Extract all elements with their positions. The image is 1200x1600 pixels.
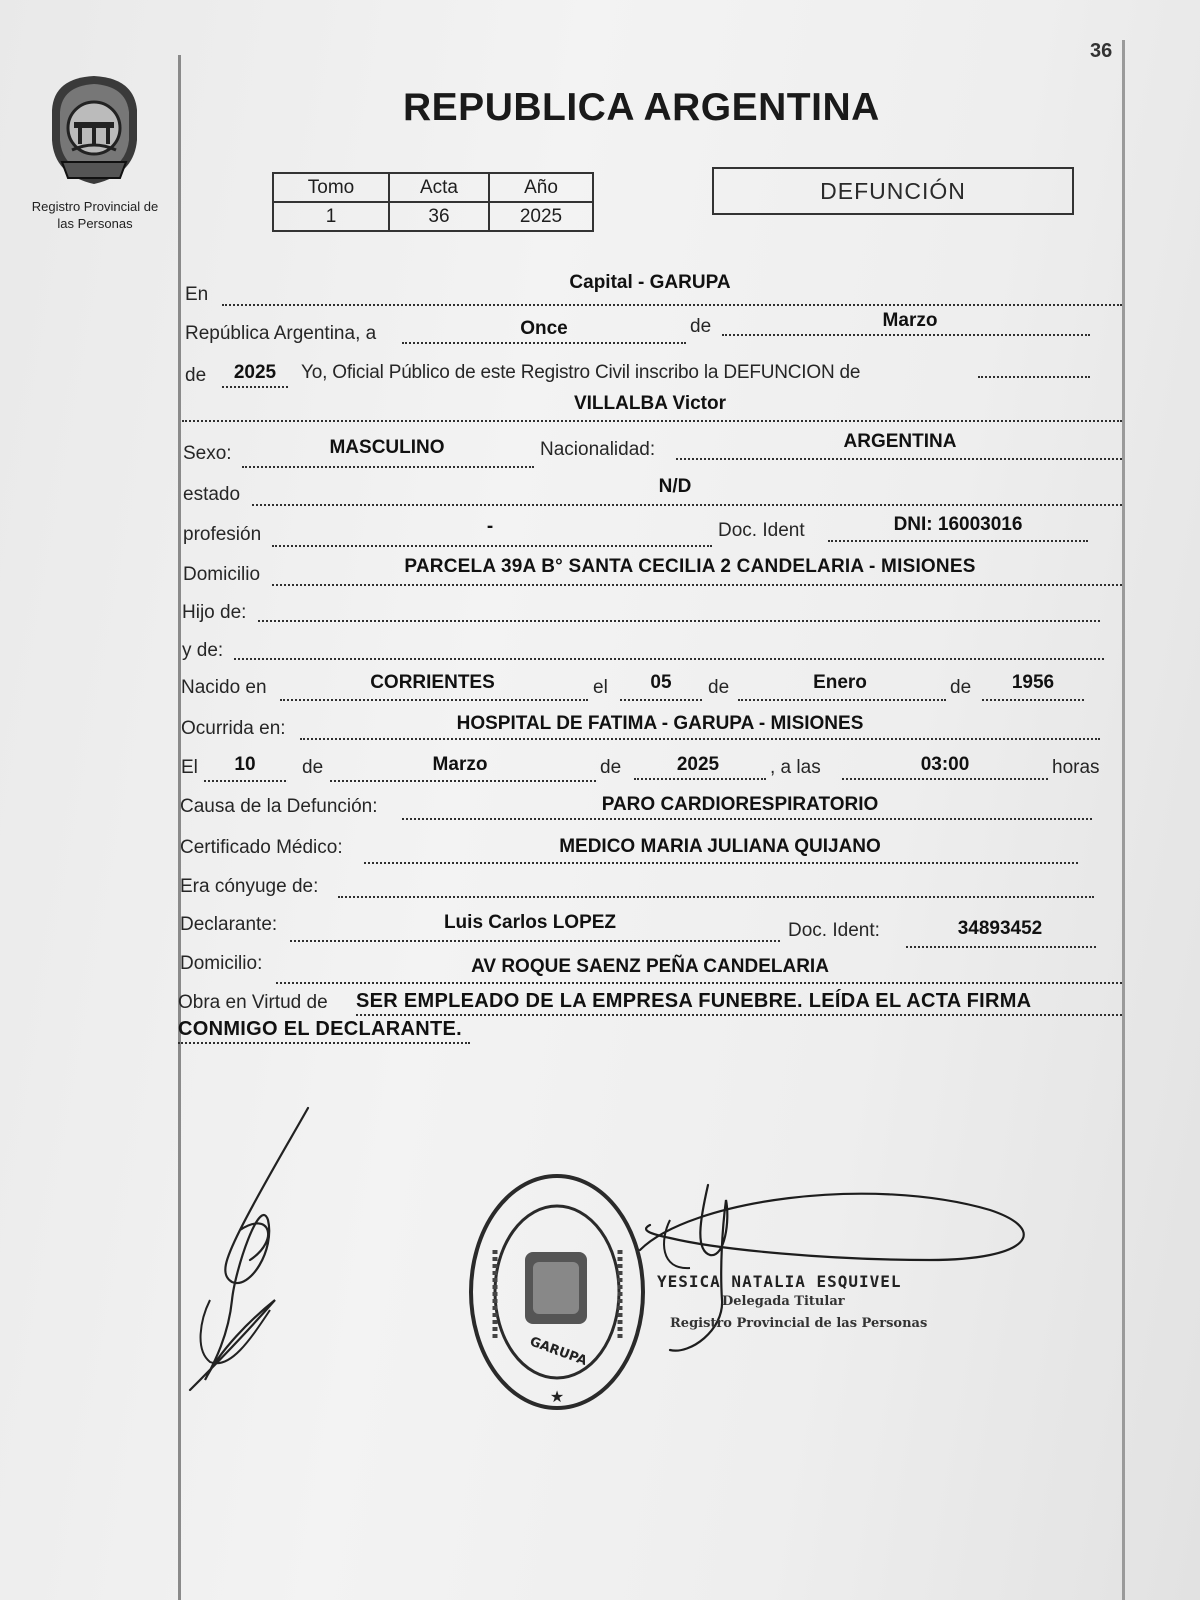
causa-label: Causa de la Defunción: bbox=[180, 796, 378, 817]
nac-dia-value: 05 bbox=[650, 672, 672, 693]
el2-label: El bbox=[181, 757, 198, 778]
el-label: el bbox=[593, 677, 608, 698]
def-dia-value: 10 bbox=[234, 754, 256, 775]
acta-header: Acta bbox=[389, 173, 489, 202]
def-de-label: de bbox=[302, 757, 324, 778]
causa-value: PARO CARDIORESPIRATORIO bbox=[601, 794, 879, 815]
profesion-value: - bbox=[486, 516, 494, 537]
nac-mes-value: Enero bbox=[813, 672, 867, 693]
def-mes-line bbox=[330, 780, 596, 782]
en-line bbox=[222, 304, 1122, 306]
de-label: de bbox=[690, 316, 712, 337]
causa-line bbox=[402, 818, 1092, 820]
mes-line bbox=[722, 334, 1090, 336]
nacido-label: Nacido en bbox=[181, 677, 267, 698]
page-title: REPUBLICA ARGENTINA bbox=[403, 86, 880, 129]
officer-org: Registro Provincial de las Personas bbox=[670, 1316, 928, 1331]
hijo-label: Hijo de: bbox=[182, 602, 247, 623]
nac-anio-line bbox=[982, 699, 1084, 701]
decl-doc-value: 34893452 bbox=[957, 918, 1043, 939]
decl-dom-value: AV ROQUE SAENZ PEÑA CANDELARIA bbox=[471, 956, 829, 977]
en-label: En bbox=[185, 284, 209, 305]
nombre-line bbox=[182, 420, 1122, 422]
official-seal-icon bbox=[465, 1170, 650, 1415]
anio-line bbox=[222, 386, 288, 388]
certificado-line bbox=[364, 862, 1078, 864]
domicilio-label: Domicilio bbox=[183, 564, 261, 585]
svg-text:★: ★ bbox=[549, 1389, 565, 1406]
dia-letras-value: Once bbox=[520, 318, 568, 339]
nombre-value: VILLALBA Victor bbox=[573, 393, 726, 414]
svg-text:GARUPA: GARUPA bbox=[527, 1334, 589, 1369]
nacido-line bbox=[280, 699, 588, 701]
def-anio-value: 2025 bbox=[676, 754, 720, 775]
horas-label: horas bbox=[1052, 757, 1100, 778]
hijo-line bbox=[258, 620, 1100, 622]
decl-dom-label: Domicilio: bbox=[180, 953, 263, 974]
nac-mes-line bbox=[738, 699, 946, 701]
estado-line bbox=[252, 504, 1122, 506]
def-mes-value: Marzo bbox=[432, 754, 488, 775]
document-type-box: DEFUNCIÓN bbox=[712, 167, 1074, 215]
anio-value: 2025 bbox=[233, 362, 277, 383]
ocurrida-line bbox=[300, 738, 1100, 740]
emblem-caption-line1: Registro Provincial de bbox=[31, 199, 159, 214]
domicilio-value: PARCELA 39A B° SANTA CECILIA 2 CANDELARIA - MISIONES bbox=[404, 556, 976, 577]
declarante-line bbox=[290, 940, 780, 942]
certificado-label: Certificado Médico: bbox=[180, 837, 343, 858]
declarante-value: Luis Carlos LOPEZ bbox=[443, 912, 617, 933]
nac-dia-line bbox=[620, 699, 702, 701]
profesion-line bbox=[272, 545, 712, 547]
obra-value-line1: SER EMPLEADO DE LA EMPRESA FUNEBRE. LEÍDA EL ACTA FIRMA bbox=[356, 990, 1032, 1012]
def-hora-line bbox=[842, 778, 1048, 780]
nac-anio-value: 1956 bbox=[1011, 672, 1055, 693]
profesion-label: profesión bbox=[183, 524, 262, 545]
conyuge-line bbox=[338, 896, 1094, 898]
def-hora-value: 03:00 bbox=[920, 754, 970, 775]
yo-line-end bbox=[978, 376, 1090, 378]
obra-label: Obra en Virtud de bbox=[178, 992, 328, 1013]
decl-dom-line bbox=[276, 982, 1122, 984]
nacionalidad-line bbox=[676, 458, 1122, 460]
nacionalidad-value: ARGENTINA bbox=[843, 431, 957, 452]
declarante-label: Declarante: bbox=[180, 914, 278, 935]
doc-value: DNI: 16003016 bbox=[893, 514, 1023, 535]
nacido-value: CORRIENTES bbox=[370, 672, 495, 693]
officer-role: Delegada Titular bbox=[722, 1294, 845, 1309]
republica-label: República Argentina, a bbox=[185, 323, 377, 344]
officer-signature-icon bbox=[630, 1180, 1050, 1360]
certificado-value: MEDICO MARIA JULIANA QUIJANO bbox=[559, 836, 881, 857]
estado-label: estado bbox=[183, 484, 241, 505]
decl-doc-line bbox=[906, 946, 1096, 948]
ocurrida-value: HOSPITAL DE FATIMA - GARUPA - MISIONES bbox=[456, 713, 864, 734]
def-dia-line bbox=[204, 780, 286, 782]
decl-doc-label: Doc. Ident: bbox=[788, 920, 880, 941]
doc-line bbox=[828, 540, 1088, 542]
page-number: 36 bbox=[1090, 40, 1113, 62]
nac-de-label: de bbox=[708, 677, 730, 698]
acta-value: 36 bbox=[389, 202, 489, 231]
obra-line1 bbox=[356, 1014, 1122, 1016]
en-value: Capital - GARUPA bbox=[569, 272, 731, 293]
domicilio-line bbox=[272, 584, 1122, 586]
emblem-caption-line2: las Personas bbox=[57, 216, 133, 231]
alas-label: , a las bbox=[770, 757, 821, 778]
obra-value-line2: CONMIGO EL DECLARANTE. bbox=[178, 1018, 463, 1040]
anio-header: Año bbox=[489, 173, 593, 202]
officer-name: YESICA NATALIA ESQUIVEL bbox=[657, 1272, 902, 1291]
mes-value: Marzo bbox=[882, 310, 938, 331]
yo-text: Yo, Oficial Público de este Registro Civil inscribo la DEFUNCION de bbox=[301, 362, 861, 383]
sexo-value: MASCULINO bbox=[329, 437, 445, 458]
tomo-value: 1 bbox=[273, 202, 389, 231]
anio-value: 2025 bbox=[489, 202, 593, 231]
estado-value: N/D bbox=[658, 476, 692, 497]
def-anio-line bbox=[634, 778, 766, 780]
dia-line bbox=[402, 342, 686, 344]
tomo-header: Tomo bbox=[273, 173, 389, 202]
ocurrida-label: Ocurrida en: bbox=[181, 718, 286, 739]
declarant-signature-icon bbox=[180, 1100, 330, 1400]
nac-de2-label: de bbox=[950, 677, 972, 698]
sexo-label: Sexo: bbox=[183, 443, 232, 464]
de2-label: de bbox=[185, 365, 207, 386]
conyuge-label: Era cónyuge de: bbox=[180, 876, 319, 897]
sexo-line bbox=[242, 466, 534, 468]
nacionalidad-label: Nacionalidad: bbox=[540, 439, 656, 460]
obra-line2 bbox=[178, 1042, 470, 1044]
def-de2-label: de bbox=[600, 757, 622, 778]
yde-line bbox=[234, 658, 1104, 660]
doc-label: Doc. Ident bbox=[718, 520, 805, 541]
yde-label: y de: bbox=[182, 640, 224, 661]
